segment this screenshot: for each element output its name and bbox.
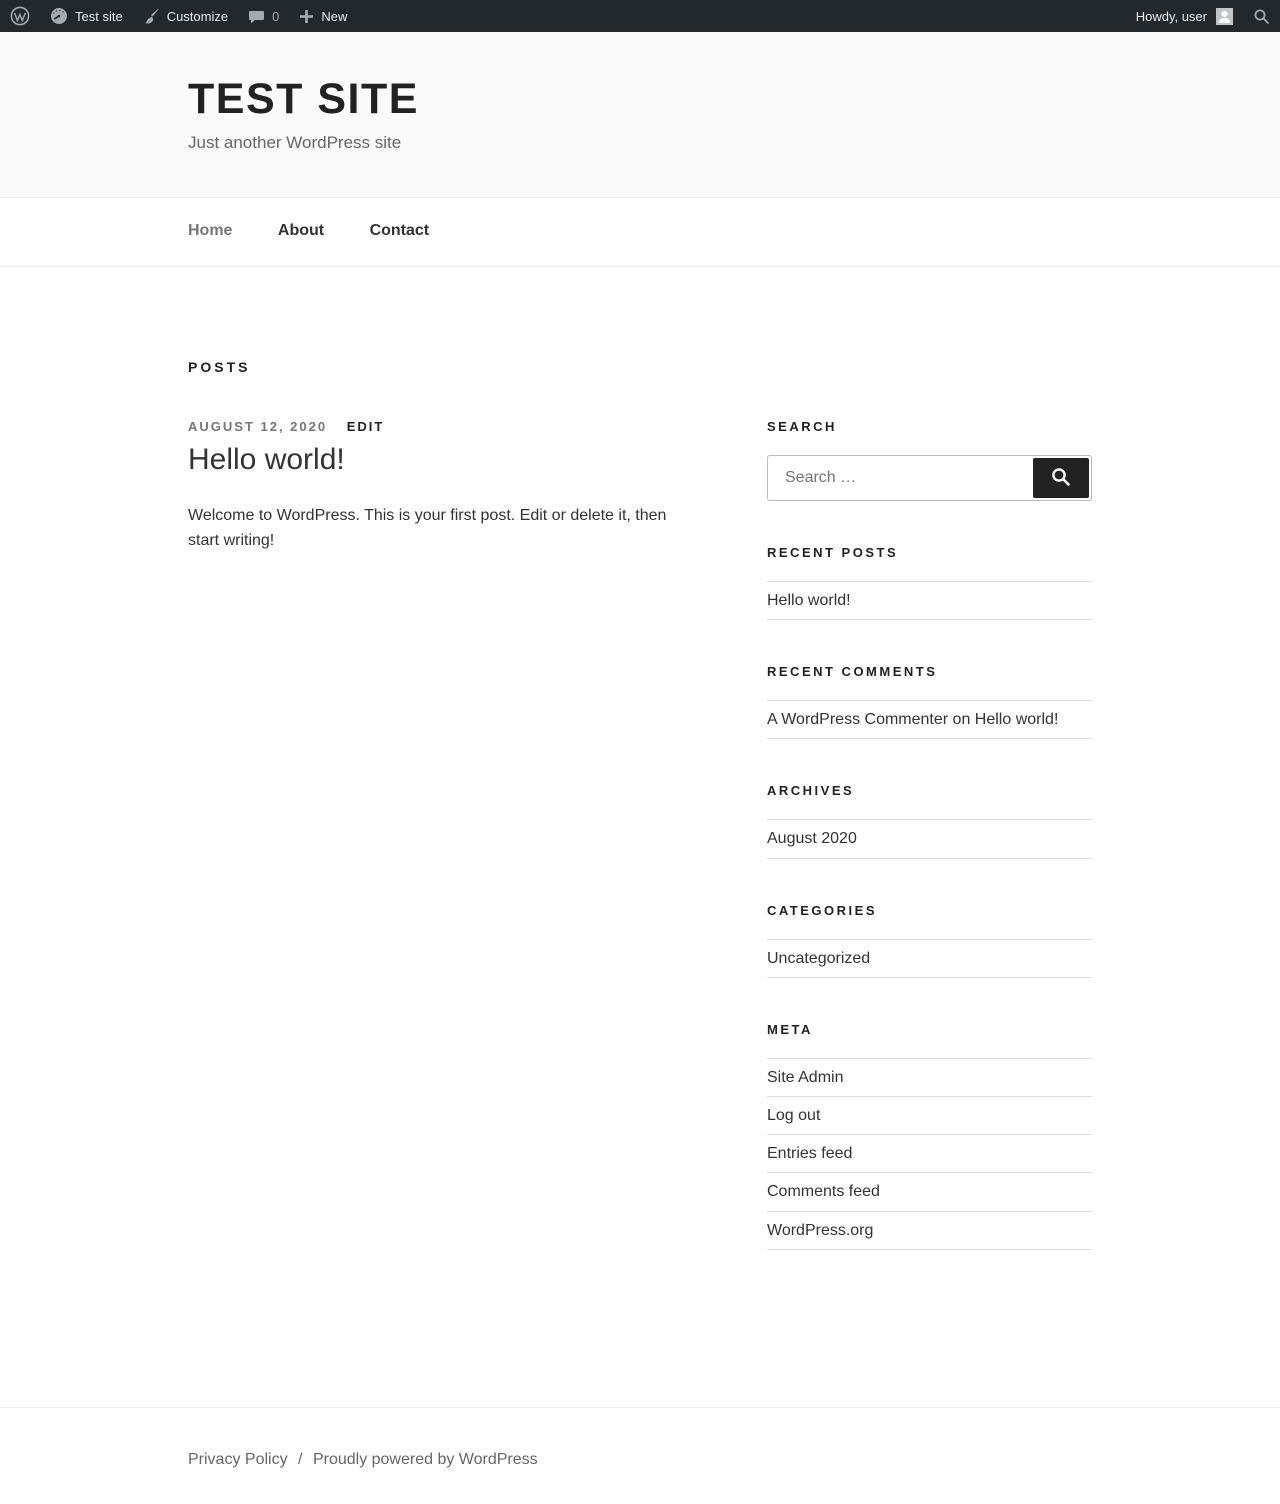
new-label: New bbox=[321, 8, 348, 24]
page-title: POSTS bbox=[188, 359, 251, 375]
comment-connector: on bbox=[952, 711, 971, 729]
post-title-link[interactable]: Hello world! bbox=[188, 443, 345, 476]
customize-label: Customize bbox=[166, 8, 229, 24]
site-footer bbox=[0, 1407, 1280, 1504]
privacy-policy-link[interactable]: Privacy Policy bbox=[188, 1450, 288, 1468]
search-icon bbox=[1253, 8, 1270, 25]
comment-author-link[interactable]: A WordPress Commenter bbox=[767, 711, 949, 729]
comment-post-link[interactable]: Hello world! bbox=[974, 711, 1059, 729]
wp-logo-menu[interactable] bbox=[0, 0, 40, 32]
list-item bbox=[767, 1135, 1092, 1173]
admin-bar-comments[interactable] bbox=[238, 0, 289, 32]
site-title[interactable]: TEST SITE bbox=[188, 75, 419, 123]
recent-posts-title: RECENT POSTS bbox=[767, 545, 899, 560]
admin-bar-search-button[interactable] bbox=[1243, 0, 1280, 32]
magnifier-icon bbox=[1050, 466, 1072, 491]
nav-item-about[interactable]: About bbox=[277, 222, 325, 239]
site-content bbox=[188, 267, 1092, 1407]
post-title bbox=[188, 442, 695, 478]
admin-bar-customize[interactable] bbox=[133, 0, 238, 32]
comment-bubble-icon bbox=[248, 8, 265, 25]
archive-link[interactable]: August 2020 bbox=[767, 830, 857, 848]
post-edit-link[interactable]: EDIT bbox=[346, 419, 385, 434]
search-submit-button[interactable] bbox=[1033, 458, 1089, 498]
avatar bbox=[1216, 8, 1233, 25]
entry-meta bbox=[188, 420, 695, 433]
list-item bbox=[767, 1097, 1092, 1135]
search-widget-title: SEARCH bbox=[767, 419, 837, 434]
meta-title: META bbox=[767, 1021, 813, 1037]
list-item bbox=[767, 940, 1092, 978]
site-tagline: Just another WordPress site bbox=[188, 133, 402, 152]
post-article bbox=[188, 420, 695, 554]
post-body: Welcome to WordPress. This is your first post. Edit or delete it, then start writing! bbox=[188, 507, 667, 549]
meta-site-admin-link[interactable]: Site Admin bbox=[767, 1068, 844, 1086]
search-form bbox=[767, 455, 1092, 501]
main-navigation bbox=[0, 198, 1280, 267]
meta-comments-feed-link[interactable]: Comments feed bbox=[767, 1183, 880, 1201]
admin-bar-site-name[interactable] bbox=[40, 0, 133, 32]
nav-item-contact[interactable]: Contact bbox=[369, 222, 430, 239]
footer-separator: / bbox=[298, 1450, 303, 1468]
archives-title: ARCHIVES bbox=[767, 783, 855, 799]
categories-widget bbox=[767, 904, 1092, 978]
meta-widget bbox=[767, 1023, 1092, 1250]
meta-entries-feed-link[interactable]: Entries feed bbox=[767, 1145, 853, 1163]
wordpress-logo-icon bbox=[10, 6, 30, 26]
list-item bbox=[767, 820, 1092, 858]
admin-bar-my-account[interactable] bbox=[1126, 0, 1243, 32]
paintbrush-icon bbox=[143, 8, 160, 25]
plus-icon bbox=[299, 9, 314, 24]
recent-post-link[interactable]: Hello world! bbox=[767, 592, 851, 609]
admin-bar bbox=[0, 0, 1280, 32]
recent-posts-widget bbox=[767, 546, 1092, 620]
sidebar bbox=[767, 420, 1092, 1295]
site-header bbox=[0, 32, 1280, 198]
comments-count: 0 bbox=[272, 8, 280, 24]
recent-comments-widget bbox=[767, 665, 1092, 739]
posts-column bbox=[188, 420, 695, 554]
site-name-label: Test site bbox=[75, 8, 123, 24]
meta-log-out-link[interactable]: Log out bbox=[767, 1106, 821, 1124]
meta-wordpress-org-link[interactable]: WordPress.org bbox=[767, 1221, 874, 1239]
archives-widget bbox=[767, 784, 1092, 858]
categories-title: CATEGORIES bbox=[767, 902, 877, 918]
admin-bar-right bbox=[1126, 0, 1280, 32]
list-item bbox=[767, 1212, 1092, 1250]
list-item bbox=[767, 1059, 1092, 1097]
dashboard-gauge-icon bbox=[50, 7, 68, 25]
post-date-link[interactable]: AUGUST 12, 2020 bbox=[188, 419, 328, 434]
recent-comments-title: RECENT COMMENTS bbox=[767, 664, 938, 680]
howdy-label: Howdy, user bbox=[1135, 8, 1207, 24]
category-link[interactable]: Uncategorized bbox=[767, 949, 871, 967]
admin-bar-new[interactable] bbox=[289, 0, 357, 32]
search-widget bbox=[767, 420, 1092, 501]
nav-item-home[interactable]: Home bbox=[188, 222, 233, 239]
powered-by-link[interactable]: Proudly powered by WordPress bbox=[312, 1450, 538, 1468]
list-item bbox=[767, 701, 1092, 739]
list-item bbox=[767, 1173, 1092, 1211]
list-item bbox=[767, 582, 1092, 620]
admin-bar-left bbox=[0, 0, 357, 32]
